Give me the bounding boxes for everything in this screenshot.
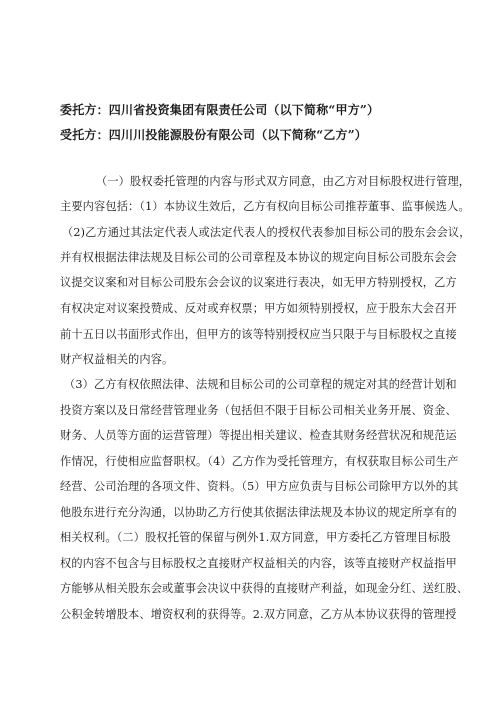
body-line: （一）股权委托管理的内容与形式双方同意，由乙方对目标股权进行管理， xyxy=(96,175,471,188)
entrusting-party-line: 委托方：四川省投资集团有限责任公司（以下简称“甲方”） xyxy=(60,103,380,117)
body-line: 作情况，行使相应监督职权。（4）乙方作为受托管理方，有权获取目标公司生产 xyxy=(60,455,459,468)
body-line: 他股东进行充分沟通，以协助乙方行使其依据法律法规及本协议的规定所享有的 xyxy=(60,506,457,519)
body-line: （3）乙方有权依照法律、法规和目标公司的公司章程的规定对其的经营计划和 xyxy=(64,378,457,391)
body-line: 财产权益相关的内容。 xyxy=(60,353,174,366)
body-line: （2)乙方通过其法定代表人或法定代表人的授权代表参加目标公司的股东会会议， xyxy=(62,226,471,239)
body-line: 相关权利。（二）股权托管的保留与例外1.双方同意，甲方委托乙方管理目标股 xyxy=(60,531,451,544)
body-line: 议提交议案和对目标公司股东会会议的议案进行表决，如无甲方特别授权，乙方 xyxy=(60,276,457,289)
body-line: 财务、人员等方面的运营管理）等提出相关建议、检查其财务经营状况和规范运 xyxy=(60,429,457,442)
body-line: 方能够从相关股东会或董事会决议中获得的直接财产利益，如现金分红、送红股、 xyxy=(60,582,469,595)
body-line: 公积金转增股本、增资权利的获得等。2.双方同意，乙方从本协议获得的管理授 xyxy=(60,608,457,621)
body-line: 并有权根据法律法规及目标公司的公司章程及本协议的规定向目标公司股东会会 xyxy=(60,251,457,264)
body-line: 主要内容包括：（1）本协议生效后，乙方有权向目标公司推荐董事、监事候选人。 xyxy=(60,200,470,213)
body-line: 前十五日以书面形式作出，但甲方的该等特别授权应当只限于与目标股权之直接 xyxy=(60,328,457,341)
entrusted-party-line: 受托方：四川川投能源股份有限公司（以下简称“乙方”） xyxy=(60,128,368,142)
body-line: 有权决定对议案投赞成、反对或弃权票；甲方如须特别授权，应于股东大会召开 xyxy=(60,302,457,315)
body-line: 权的内容不包含与目标股权之直接财产权益相关的内容，该等直接财产权益指甲 xyxy=(60,557,457,570)
body-line: 投资方案以及日常经营管理业务（包括但不限于目标公司相关业务开展、资金、 xyxy=(60,404,457,417)
body-line: 经营、公司治理的各项文件、资料。（5）甲方应负责与目标公司除甲方以外的其 xyxy=(60,480,459,493)
